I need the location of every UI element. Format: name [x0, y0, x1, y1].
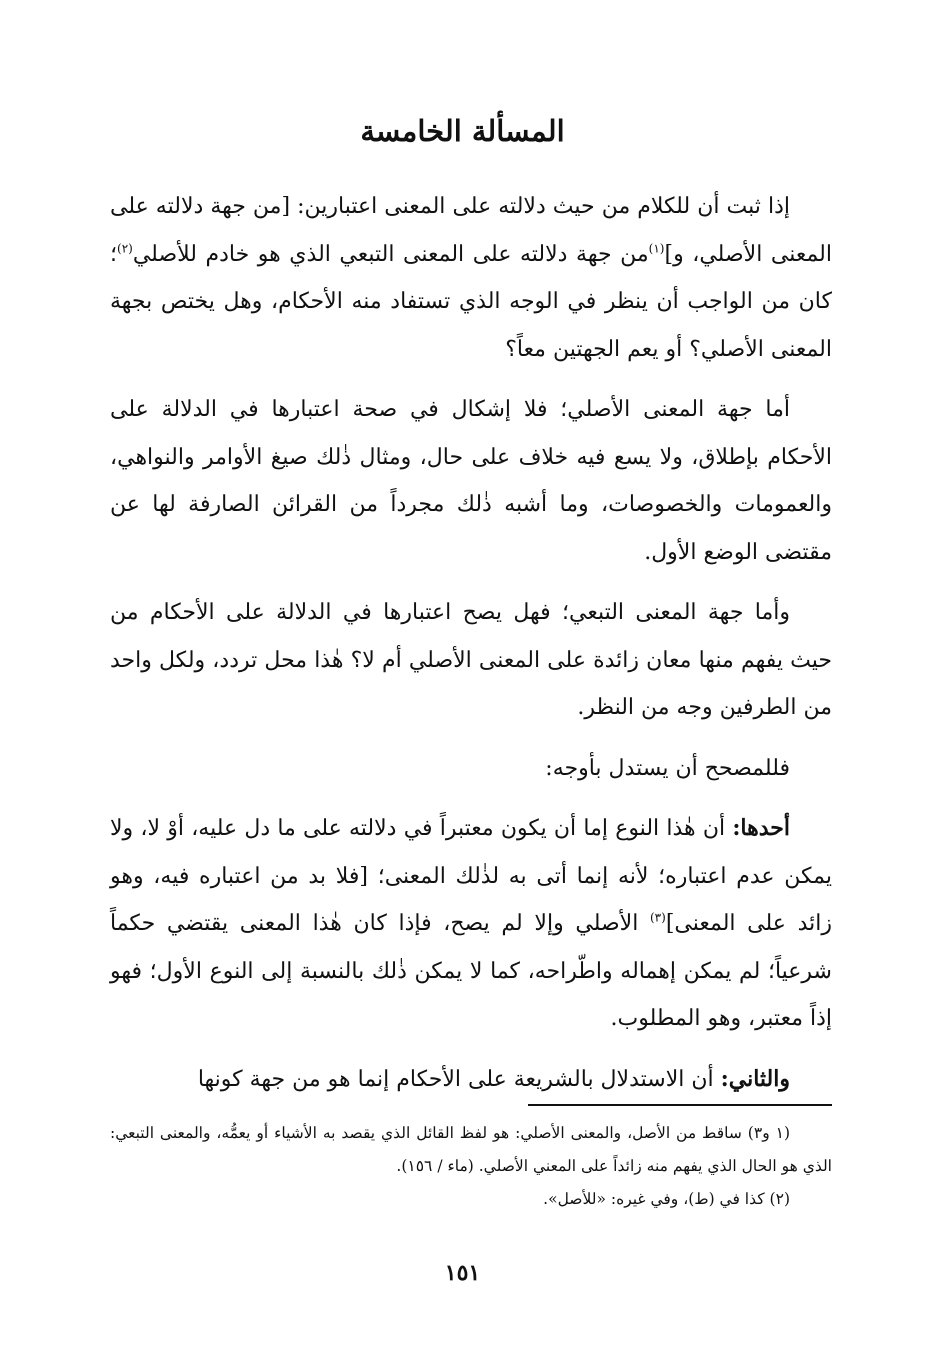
- footnote: (١ و٣) ساقط من الأصل، والمعنى الأصلي: هو لفظ القائل الذي يقصد به الأشياء أو يعمُّه، والمعنى التبعي: الذي هو الحال الذي يفهم منه زائداً على المعني الأصلي. (ماء / ١٥٦).: [110, 1124, 832, 1175]
- paragraph-intro: [110, 183, 832, 373]
- section-title: المسألة الخامسة: [360, 114, 565, 148]
- footnotes: [110, 1117, 832, 1216]
- paragraph-text: أن هٰذا النوع إما أن يكون معتبراً في دلالته على ما دل عليه، أوْ لا، ولا يمكن عدم اعتباره؛ لأنه إنما أتى به لذٰلك المعنى؛ [فلا بد من اعتباره فيه، وهو زائد على المعنى]: [110, 816, 832, 936]
- footnote-ref: (٣): [649, 910, 666, 925]
- paragraph-text: إذا ثبت أن للكلام من حيث دلالته على المعنى اعتبارين: [من جهة دلالته على المعنى الأصلي، و]: [110, 194, 832, 267]
- paragraph-argument-intro: [110, 745, 832, 793]
- paragraph-second-argument: [110, 1056, 832, 1104]
- footnote: (٢) كذا في (ط)، وفي غيره: «للأصل».: [543, 1190, 790, 1208]
- paragraph-lead: أحدها:: [732, 815, 790, 841]
- paragraph-text: أن الاستدلال بالشريعة على الأحكام إنما هو من جهة كونها: [197, 1066, 721, 1092]
- footnote-ref: (٢): [117, 241, 133, 256]
- paragraph-lead: والثاني:: [720, 1065, 790, 1092]
- paragraph-text: من جهة دلالته على المعنى التبعي الذي هو خادم للأصلي: [132, 241, 649, 267]
- paragraph-text: الأصلي وإلا لم يصح، فإذا كان هٰذا المعنى يقتضي حكماً شرعياً؛ لم يمكن إهماله واطّراحه، كما لا يمكن ذٰلك بالنسبة إلى النوع الأول؛ فهو إذاً معتبر، وهو المطلوب.: [110, 911, 832, 1031]
- paragraph-subsidiary-meaning: [110, 589, 832, 732]
- paragraph-text: ؛ كان من الواجب أن ينظر في الوجه الذي تستفاد منه الأحكام، وهل يختص بجهة المعنى الأصلي؟ أو يعم الجهتين معاً؟: [110, 241, 832, 362]
- paragraph-first-argument: [110, 805, 832, 1043]
- paragraph-text: فللمصحح أن يستدل بأوجه:: [545, 755, 790, 781]
- page-number: ١٥١: [444, 1260, 481, 1286]
- paragraph-original-meaning: [110, 386, 832, 576]
- body-text: [110, 183, 832, 1116]
- paragraph-text: أما جهة المعنى الأصلي؛ فلا إشكال في صحة اعتبارها في الدلالة على الأحكام بإطلاق، ولا يسع فيه خلاف على حال، ومثال ذٰلك صيغ الأوامر والنواهي، والعمومات والخصوصات، وما أشبه ذٰلك مجرداً من القرائن الصارفة لها عن مقتضى الوضع الأول.: [110, 397, 832, 565]
- footnote-ref: (١): [648, 241, 665, 256]
- footnote-divider: [528, 1104, 832, 1106]
- paragraph-text: وأما جهة المعنى التبعي؛ فهل يصح اعتبارها في الدلالة على الأحكام من حيث يفهم منها معان زائدة على المعنى الأصلي أم لا؟ هٰذا محل تردد، ولكل واحد من الطرفين وجه من النظر.: [110, 600, 832, 720]
